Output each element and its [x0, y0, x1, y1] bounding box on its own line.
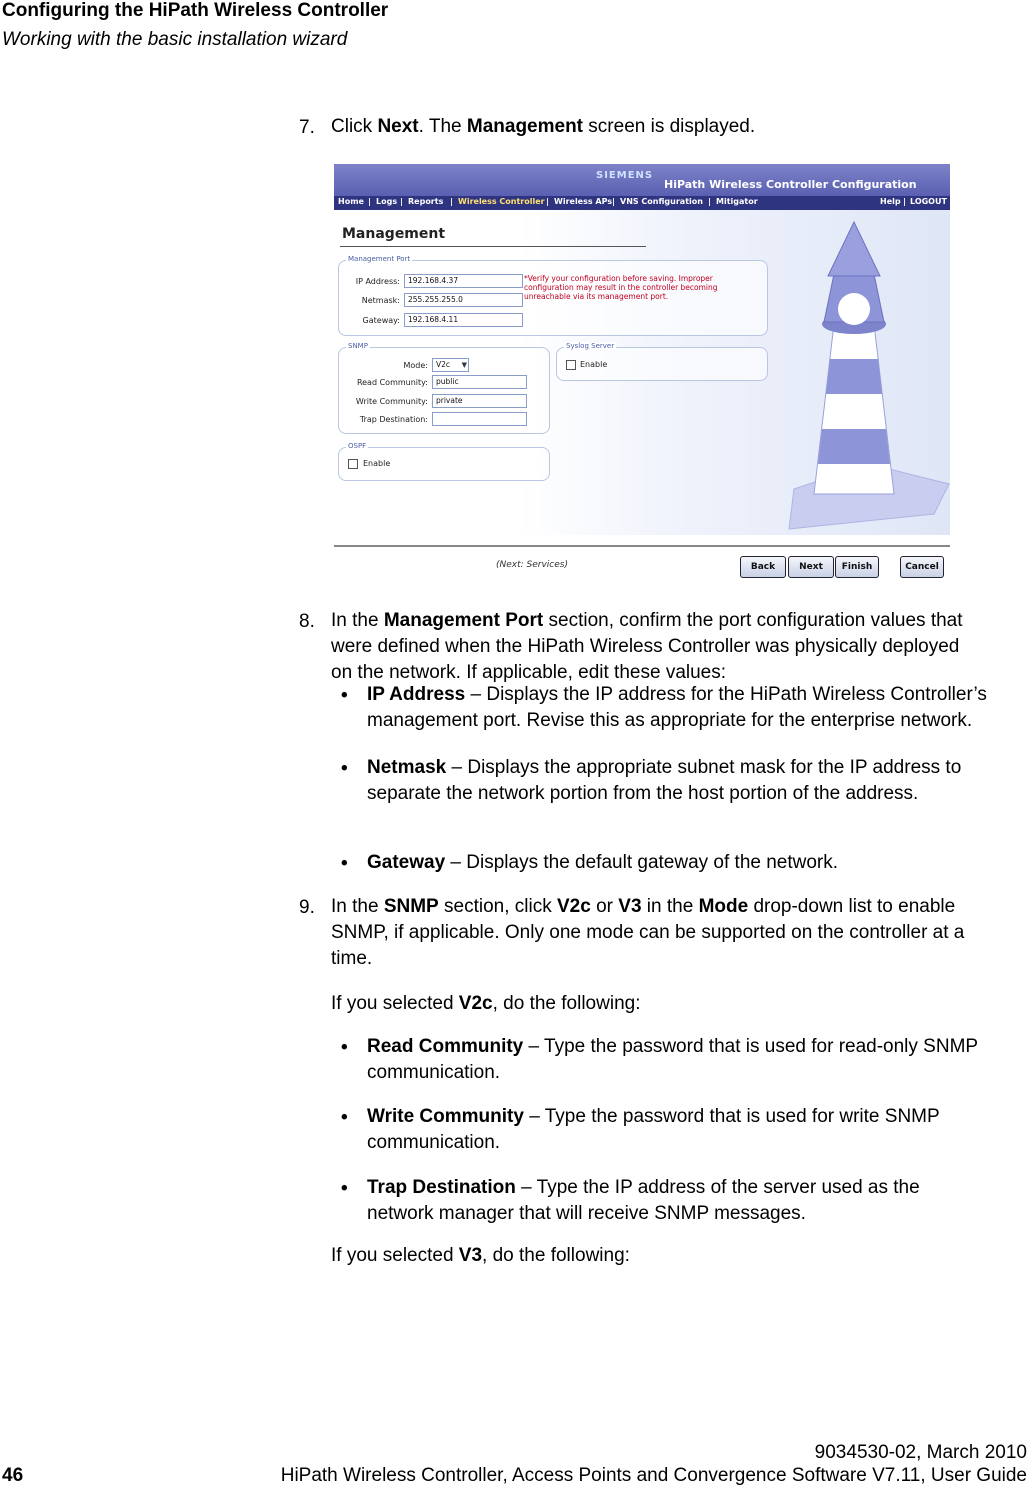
bullet: •: [341, 1178, 348, 1199]
nav-vns-configuration[interactable]: VNS Configuration: [620, 197, 703, 206]
nav-sep: |: [368, 197, 371, 206]
ospf-enable-checkbox[interactable]: [348, 459, 358, 469]
lighthouse-illustration: [774, 214, 950, 534]
gateway-input[interactable]: 192.168.4.11: [404, 313, 523, 327]
write-community-bullet-cont: communication.: [367, 1132, 501, 1153]
nav-wireless-controller[interactable]: Wireless Controller: [458, 197, 545, 206]
siemens-logo: SIEMENS: [596, 170, 654, 181]
nav-reports[interactable]: Reports: [408, 197, 444, 206]
next-hint: (Next: Services): [496, 560, 568, 570]
syslog-enable-label: Enable: [580, 360, 608, 369]
finish-button[interactable]: Finish: [835, 556, 879, 578]
configuration-warning: *Verify your configuration before saving. Improper configuration may result in the controller becoming unreachable via its management port.: [524, 274, 718, 301]
management-port-legend: Management Port: [348, 255, 411, 263]
netmask-label: Netmask:: [361, 296, 400, 305]
read-community-label: Read Community:: [356, 378, 428, 387]
netmask-bullet: Netmask – Displays the appropriate subnet mask for the IP address to: [367, 757, 962, 778]
step-9-line1: In the SNMP section, click V2c or V3 in the Mode drop-down list to enable: [331, 896, 956, 917]
next-button[interactable]: Next: [788, 556, 834, 578]
nav-logs[interactable]: Logs: [376, 197, 398, 206]
nav-help[interactable]: Help: [880, 197, 901, 206]
ip-address-label: IP Address:: [355, 277, 400, 286]
step-8-line1: In the Management Port section, confirm the port configuration values that: [331, 610, 963, 631]
read-community-bullet: Read Community – Type the password that is used for read-only SNMP: [367, 1036, 979, 1057]
nav-wireless-aps[interactable]: Wireless APs: [554, 197, 613, 206]
nav-sep: |: [450, 197, 453, 206]
bullet: •: [341, 1037, 348, 1058]
mode-label: Mode:: [403, 361, 428, 370]
netmask-bullet-cont: separate the network portion from the host portion of the address.: [367, 783, 919, 804]
step-8-number: 8.: [299, 611, 315, 632]
ip-address-bullet: IP Address – Displays the IP address for the HiPath Wireless Controller’s: [367, 684, 987, 705]
page-title: Management: [342, 226, 446, 242]
read-community-input[interactable]: public: [432, 375, 527, 389]
write-community-label: Write Community:: [355, 397, 428, 406]
nav-sep: |: [400, 197, 403, 206]
bullet: •: [341, 758, 348, 779]
nav-sep: |: [612, 197, 615, 206]
nav-home[interactable]: Home: [338, 197, 364, 206]
gateway-bullet: Gateway – Displays the default gateway of the network.: [367, 852, 839, 873]
cancel-button[interactable]: Cancel: [900, 556, 944, 578]
nav-bar: [334, 196, 950, 210]
running-header-title: Configuring the HiPath Wireless Controller: [2, 0, 389, 21]
write-community-input[interactable]: private: [432, 394, 527, 408]
chevron-down-icon: ▼: [461, 361, 467, 369]
step-9-line2: SNMP, if applicable. Only one mode can be supported on the controller at a: [331, 922, 965, 943]
nav-sep: |: [903, 197, 906, 206]
step-7-text: Click Next. The Management screen is displayed.: [331, 116, 756, 137]
ip-address-bullet-cont: management port. Revise this as appropriate for the enterprise network.: [367, 710, 973, 731]
ospf-legend: OSPF: [348, 442, 367, 450]
step-7-number: 7.: [299, 117, 315, 138]
ospf-enable-label: Enable: [363, 459, 391, 468]
step-8-line2: were defined when the HiPath Wireless Controller was physically deployed: [331, 636, 960, 657]
mode-select[interactable]: V2c ▼: [432, 358, 469, 372]
trap-destination-input[interactable]: [432, 412, 527, 426]
trap-destination-bullet-cont: network manager that will receive SNMP messages.: [367, 1203, 806, 1224]
management-screenshot: [334, 164, 950, 582]
page-number: 46: [2, 1465, 24, 1486]
netmask-input[interactable]: 255.255.255.0: [404, 293, 523, 307]
syslog-server-legend: Syslog Server: [566, 342, 615, 350]
app-title: HiPath Wireless Controller Configuration: [664, 178, 917, 191]
nav-mitigator[interactable]: Mitigator: [716, 197, 758, 206]
step-8-line3: on the network. If applicable, edit these values:: [331, 662, 727, 683]
back-button[interactable]: Back: [740, 556, 786, 578]
guide-title: HiPath Wireless Controller, Access Points and Convergence Software V7.11, User Guide: [280, 1465, 1027, 1486]
nav-sep: |: [546, 197, 549, 206]
v2c-intro: If you selected V2c, do the following:: [331, 993, 641, 1014]
bullet: •: [341, 853, 348, 874]
syslog-enable-checkbox[interactable]: [566, 360, 576, 370]
read-community-bullet-cont: communication.: [367, 1062, 501, 1083]
bullet: •: [341, 1107, 348, 1128]
trap-destination-bullet: Trap Destination – Type the IP address of the server used as the: [367, 1177, 920, 1198]
write-community-bullet: Write Community – Type the password that is used for write SNMP: [367, 1106, 940, 1127]
bullet: •: [341, 685, 348, 706]
ip-address-input[interactable]: 192.168.4.37: [404, 274, 523, 288]
trap-destination-label: Trap Destination:: [359, 415, 428, 424]
running-header-subtitle: Working with the basic installation wizard: [2, 29, 348, 50]
step-9-line3: time.: [331, 948, 373, 969]
nav-logout[interactable]: LOGOUT: [910, 197, 947, 206]
footer-divider: [334, 545, 950, 547]
gateway-label: Gateway:: [362, 316, 400, 325]
document-id: 9034530-02, March 2010: [814, 1442, 1027, 1463]
snmp-legend: SNMP: [348, 342, 368, 350]
nav-sep: |: [708, 197, 711, 206]
step-9-number: 9.: [299, 897, 315, 918]
v3-intro: If you selected V3, do the following:: [331, 1245, 630, 1266]
title-divider: [340, 246, 646, 247]
